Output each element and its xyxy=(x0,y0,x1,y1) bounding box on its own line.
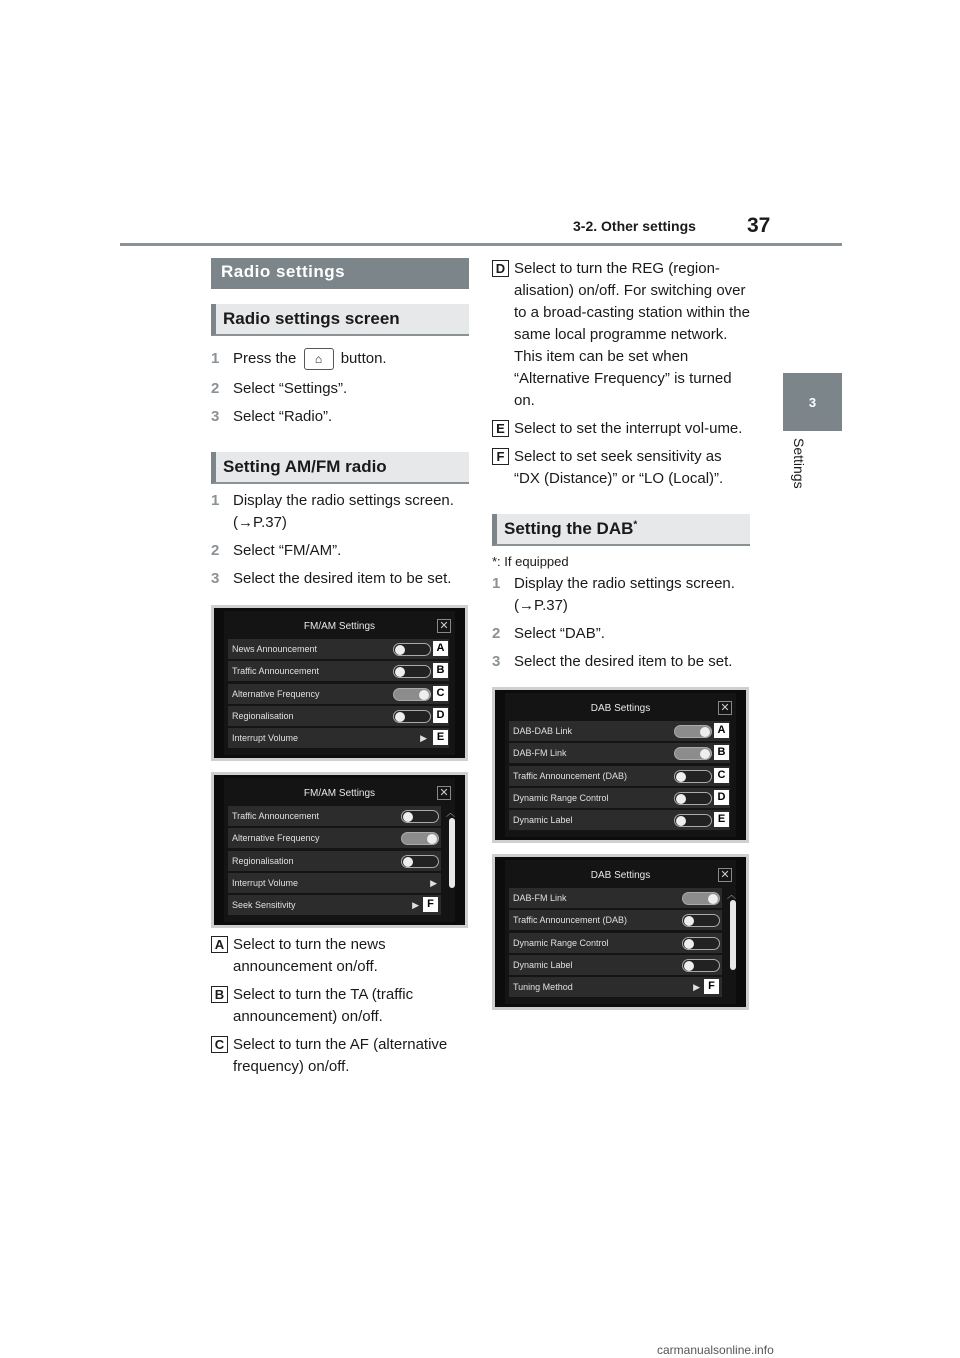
page-number: 37 xyxy=(747,214,771,237)
settings-row: Tuning Method ▶ F xyxy=(509,977,722,997)
settings-row: Regionalisation D xyxy=(228,706,449,726)
step-item: 3 Select the desired item to be set. xyxy=(211,570,452,588)
home-icon: ⌂ xyxy=(304,348,334,370)
callout-item: C Select to turn the AF (alternative frequency) on/off. xyxy=(211,1034,469,1078)
toggle-off-icon xyxy=(682,914,720,927)
settings-row: Traffic Announcement (DAB) C xyxy=(509,766,730,786)
steps-radio-screen xyxy=(211,348,469,428)
toggle-off-icon xyxy=(682,959,720,972)
toggle-off-icon xyxy=(674,770,712,783)
settings-row: Dynamic Label xyxy=(509,955,722,975)
scrollbar xyxy=(730,900,736,970)
scroll-up-icon: ︿ xyxy=(726,890,736,900)
toggle-on-icon xyxy=(401,832,439,845)
settings-row: DAB-DAB Link A xyxy=(509,721,730,741)
subheading-radio-screen: Radio settings screen xyxy=(211,304,469,336)
left-column xyxy=(211,258,469,1078)
close-icon: ✕ xyxy=(437,619,451,633)
toggle-off-icon xyxy=(401,810,439,823)
right-column xyxy=(492,258,750,1010)
scroll-up-icon: ︿ xyxy=(445,808,455,819)
toggle-on-icon xyxy=(674,747,712,760)
dab-settings-screenshot-1: DAB Settings ✕ DAB-DAB Link A DAB-FM Link B Traffic Announcement (DAB) C Dynamic Range Control D Dynamic Label E xyxy=(492,687,749,843)
step-item: 1 Display the radio settings screen. (→P.37) xyxy=(492,575,735,614)
callout-list-right xyxy=(492,258,750,490)
settings-row: Traffic Announcement (DAB) xyxy=(509,910,722,930)
settings-row: Alternative Frequency xyxy=(228,828,441,848)
settings-row: Regionalisation xyxy=(228,851,441,871)
close-icon: ✕ xyxy=(718,868,732,882)
settings-row: News Announcement A xyxy=(228,639,449,659)
footnote: *: If equipped xyxy=(492,554,569,569)
toggle-off-icon xyxy=(674,792,712,805)
fmam-settings-screenshot-1: FM/AM Settings ✕ News Announcement A Traffic Announcement B Alternative Frequency C Regionalisation D Interrupt Volume ▶ E xyxy=(211,605,468,761)
settings-row: Dynamic Label E xyxy=(509,810,730,830)
subheading-dab: Setting the DAB* xyxy=(492,514,750,546)
step-item: 2 Select “Settings”. xyxy=(211,380,348,398)
callout-item: D Select to turn the REG (region-alisation) on/off. For switching over to a broad-casting station within the same local programme network. This item can be set when “Alternative Frequency” is turned on. xyxy=(492,258,750,412)
callout-item: A Select to turn the news announcement on/off. xyxy=(211,934,469,978)
callout-item: B Select to turn the TA (traffic announcement) on/off. xyxy=(211,984,469,1028)
step-item: 2 Select “DAB”. xyxy=(492,625,605,642)
arrow-right-icon: ▶ xyxy=(420,733,427,744)
step-item: 1 Press the ⌂ button. xyxy=(211,348,469,370)
callout-item: E Select to set the interrupt vol-ume. xyxy=(492,418,750,440)
chapter-tab: 3 xyxy=(783,373,842,431)
toggle-off-icon xyxy=(682,937,720,950)
settings-row: Traffic Announcement xyxy=(228,806,441,826)
subheading-amfm: Setting AM/FM radio xyxy=(211,452,469,484)
chapter-label: Settings xyxy=(791,438,807,489)
callout-list-left xyxy=(211,934,469,1078)
toggle-off-icon xyxy=(393,665,431,678)
dab-settings-screenshot-2: DAB Settings ✕ ︿ DAB-FM Link Traffic Announcement (DAB) Dynamic Range Control Dynamic Label Tuning Method ▶ F xyxy=(492,854,749,1010)
step-item: 2 Select “FM/AM”. xyxy=(211,542,342,560)
arrow-right-icon: ▶ xyxy=(693,982,700,993)
step-item: 1 Display the radio settings screen. (→P.37) xyxy=(211,492,454,532)
arrow-right-icon: ▶ xyxy=(412,900,419,911)
settings-row: DAB-FM Link B xyxy=(509,743,730,763)
toggle-off-icon xyxy=(393,710,431,723)
close-icon: ✕ xyxy=(718,701,732,715)
settings-row: Dynamic Range Control D xyxy=(509,788,730,808)
callout-item: F Select to set seek sensitivity as “DX (Distance)” or “LO (Local)”. xyxy=(492,446,750,490)
close-icon: ✕ xyxy=(437,786,451,800)
settings-row: Traffic Announcement B xyxy=(228,661,449,681)
step-item: 3 Select “Radio”. xyxy=(211,408,333,426)
fmam-settings-screenshot-2: FM/AM Settings ✕ ︿ Traffic Announcement Alternative Frequency Regionalisation Interrupt Volume ▶ Seek Sensitivity ▶ F xyxy=(211,772,468,928)
step-item: 3 Select the desired item to be set. xyxy=(492,653,733,670)
steps-dab xyxy=(492,573,750,673)
toggle-on-icon xyxy=(682,892,720,905)
settings-row: Interrupt Volume ▶ xyxy=(228,873,441,893)
header-rule xyxy=(120,243,842,246)
watermark: carmanualsonline.info xyxy=(657,1343,774,1357)
toggle-off-icon xyxy=(393,643,431,656)
toggle-off-icon xyxy=(674,814,712,827)
steps-amfm xyxy=(211,490,469,590)
toggle-on-icon xyxy=(393,688,431,701)
settings-row: DAB-FM Link xyxy=(509,888,722,908)
settings-row: Dynamic Range Control xyxy=(509,933,722,953)
arrow-right-icon: ▶ xyxy=(430,877,437,888)
section-heading: Radio settings xyxy=(211,258,469,289)
scrollbar xyxy=(449,818,455,888)
toggle-on-icon xyxy=(674,725,712,738)
settings-row: Interrupt Volume ▶ E xyxy=(228,728,449,748)
toggle-off-icon xyxy=(401,855,439,868)
section-title: 3-2. Other settings xyxy=(573,218,696,234)
settings-row: Alternative Frequency C xyxy=(228,684,449,704)
settings-row: Seek Sensitivity ▶ F xyxy=(228,895,441,915)
